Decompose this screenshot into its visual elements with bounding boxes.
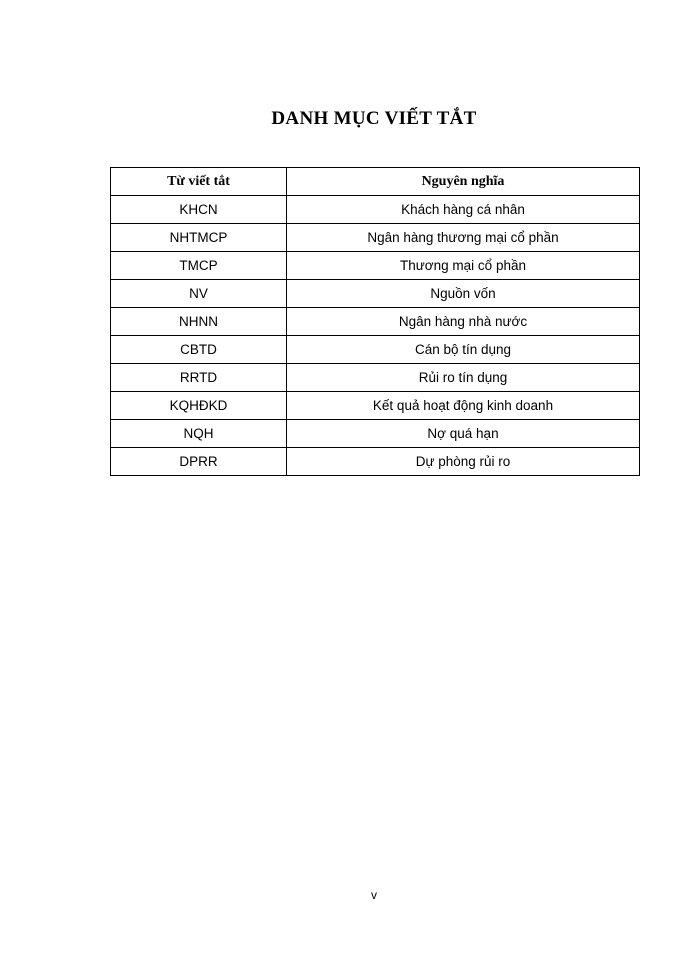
meaning-cell: Ngân hàng nhà nước bbox=[287, 308, 640, 336]
abbreviation-cell: DPRR bbox=[111, 448, 287, 476]
table-row bbox=[111, 280, 640, 308]
meaning-cell: Dự phòng rủi ro bbox=[287, 448, 640, 476]
table-row bbox=[111, 336, 640, 364]
table-row bbox=[111, 308, 640, 336]
table-row bbox=[111, 224, 640, 252]
table-row bbox=[111, 448, 640, 476]
meaning-cell: Ngân hàng thương mại cổ phần bbox=[287, 224, 640, 252]
abbreviation-cell: RRTD bbox=[111, 364, 287, 392]
abbreviation-table bbox=[110, 167, 640, 476]
page-number: v bbox=[371, 888, 377, 902]
abbreviation-cell: NV bbox=[111, 280, 287, 308]
table-row bbox=[111, 392, 640, 420]
abbreviation-cell: NQH bbox=[111, 420, 287, 448]
table-row bbox=[111, 364, 640, 392]
abbreviation-cell: TMCP bbox=[111, 252, 287, 280]
table-header-row bbox=[111, 168, 640, 196]
meaning-cell: Khách hàng cá nhân bbox=[287, 196, 640, 224]
meaning-cell: Rủi ro tín dụng bbox=[287, 364, 640, 392]
column-header-abbreviation: Từ viết tắt bbox=[111, 168, 287, 196]
meaning-cell: Cán bộ tín dụng bbox=[287, 336, 640, 364]
meaning-cell: Nợ quá hạn bbox=[287, 420, 640, 448]
abbreviation-cell: CBTD bbox=[111, 336, 287, 364]
table-row bbox=[111, 252, 640, 280]
page-title: DANH MỤC VIẾT TẮT bbox=[271, 108, 477, 129]
table-row bbox=[111, 420, 640, 448]
table-row bbox=[111, 196, 640, 224]
column-header-meaning: Nguyên nghĩa bbox=[287, 168, 640, 196]
meaning-cell: Thương mại cổ phần bbox=[287, 252, 640, 280]
abbreviation-cell: NHNN bbox=[111, 308, 287, 336]
abbreviation-cell: KHCN bbox=[111, 196, 287, 224]
meaning-cell: Kết quả hoạt động kinh doanh bbox=[287, 392, 640, 420]
abbreviation-cell: NHTMCP bbox=[111, 224, 287, 252]
meaning-cell: Nguồn vốn bbox=[287, 280, 640, 308]
abbreviation-cell: KQHĐKD bbox=[111, 392, 287, 420]
